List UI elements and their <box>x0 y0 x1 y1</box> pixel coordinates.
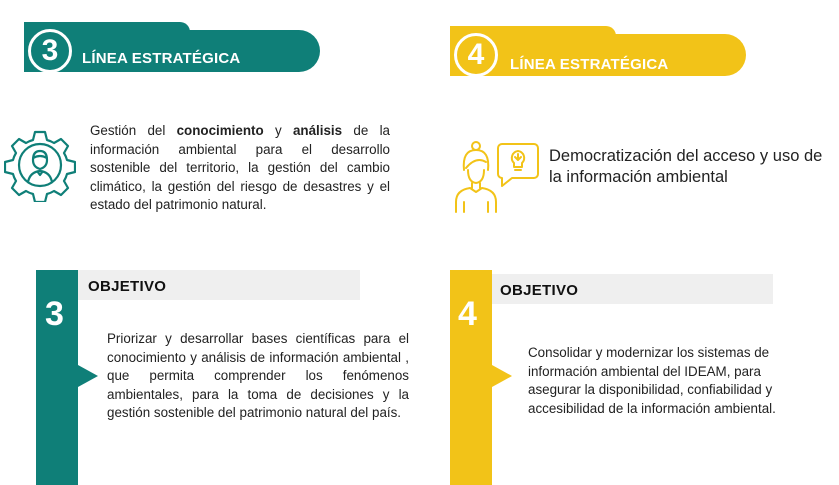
line3-description: Gestión del conocimiento y análisis de la información ambiental para el desarrollo sostenible del territorio, la gestión del cambio climático, la gestión del riesgo de desastres y el estado del patrimonio natural. <box>90 123 390 213</box>
objective3-number: 3 <box>45 295 64 333</box>
line3-header <box>24 30 320 72</box>
objective4-text: Consolidar y modernizar los sistemas de información ambiental del IDEAM, para asegurar la disponibilidad, confiabilidad y accesibilidad de la información ambiental. <box>528 345 776 416</box>
objective3-pointer <box>78 365 98 387</box>
line3-number-circle: 3 <box>28 29 72 73</box>
gear-person-icon <box>4 128 76 202</box>
objective3-bar <box>36 270 78 485</box>
objective4-pointer <box>492 365 512 387</box>
objective4-label: OBJETIVO <box>500 282 579 299</box>
objective3-label: OBJETIVO <box>88 278 167 295</box>
person-lightbulb-icon <box>452 138 540 214</box>
line3-title: LÍNEA ESTRATÉGICA <box>82 50 241 67</box>
line4-header <box>450 34 746 76</box>
objective3-text: Priorizar y desarrollar bases científicas para el conocimiento y análisis de información ambiental , que permita comprender los fenómenos ambientales, para la toma de decisiones y la gestión sostenible del patrimonio natural del país. <box>107 331 409 421</box>
objective4-bar <box>450 270 492 485</box>
line4-title: LÍNEA ESTRATÉGICA <box>510 56 669 73</box>
line4-number-circle: 4 <box>454 33 498 77</box>
keyword-conocimiento: conocimiento <box>176 123 264 138</box>
objective4-number: 4 <box>458 295 477 333</box>
line4-description: Democratización del acceso y uso de la información ambiental <box>549 147 823 186</box>
keyword-analisis: análisis <box>292 123 343 138</box>
